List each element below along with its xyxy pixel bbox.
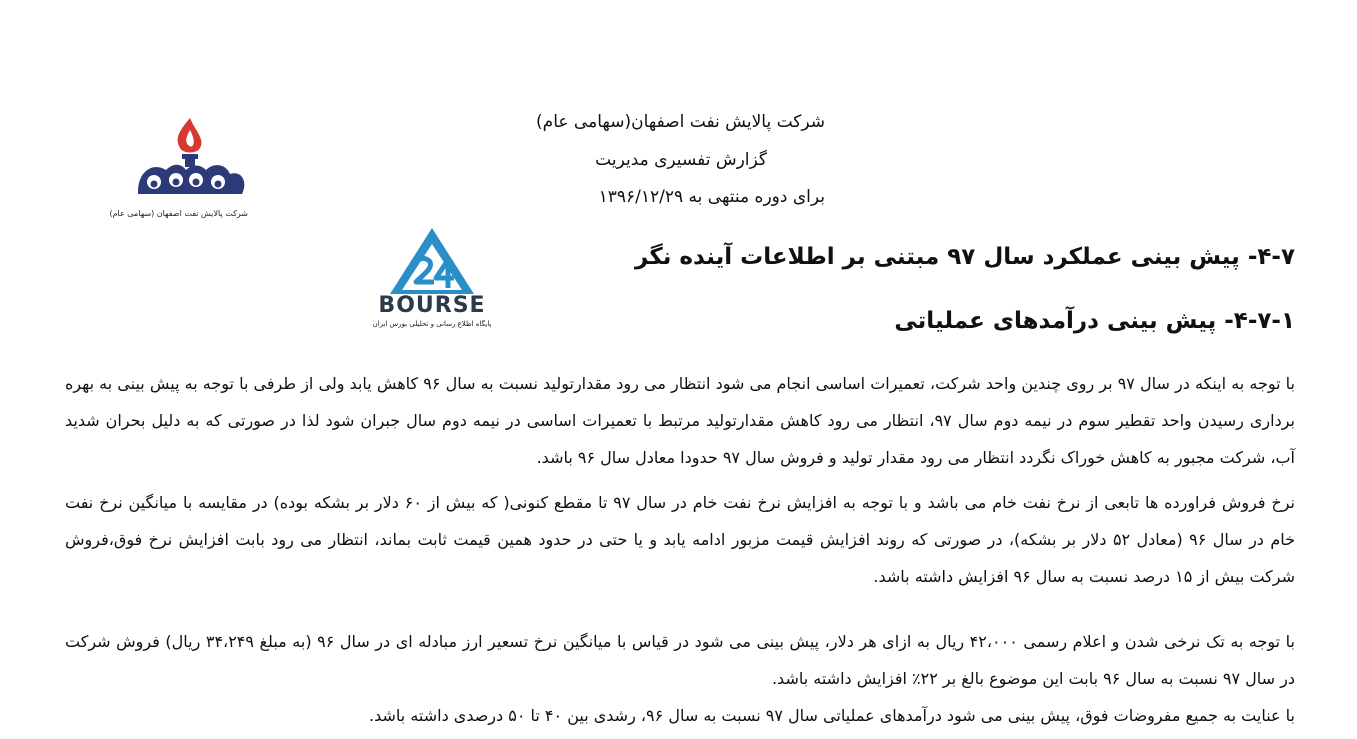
report-period: برای دوره منتهی به ۱۳۹۶/۱۲/۲۹ [598, 187, 825, 207]
bourse-logo-text: BOURSE [378, 293, 486, 318]
company-logo [109, 112, 252, 222]
report-title: گزارش تفسیری مدیریت [595, 150, 767, 170]
paragraph-exchange-rate: با توجه به تک نرخی شدن و اعلام رسمی ۴۲،۰۰۰ ریال به ازای هر دلار، پیش بینی می شود در قیاس با میانگین نرخ تسعیر ارز مبادله ای در سال ۹۶ (به مبلغ ۳۴،۲۴۹ ریال) فروش شرکت در سال ۹۷ نسبت به سال ۹۶ بابت این موضوع بالغ بر ۲۲٪ افزایش داشته باشد. [65, 632, 1295, 688]
company-logo-caption: شرکت پالایش نفت اصفهان (سهامی عام) [109, 209, 248, 218]
bourse-logo-caption: پایگاه اطلاع رسانی و تحلیلی بورس ایران [372, 320, 492, 328]
paragraph-conclusion: با عنایت به جمیع مفروضات فوق، پیش بینی می شود درآمدهای عملیاتی سال ۹۷ نسبت به سال ۹۶، رشدی بین ۴۰ تا ۵۰ درصدی داشته باشد. [369, 706, 1295, 725]
paragraph-production: با توجه به اینکه در سال ۹۷ بر روی چندین واحد شرکت، تعمیرات اساسی انجام می شود انتظار می رود مقدارتولید نسبت به سال ۹۶ کاهش یابد ولی از طرفی با توجه به پیش بینی به بهره برداری رسیدن واحد تقطیر سوم در نیمه دوم سال ۹۷، انتظار می رود کاهش مقدارتولید مرتبط با تعمیرات اساسی در نیمه دوم سال جبران شود لذا در صورتی که به دلیل بحران شدید آب، شرکت مجبور به کاهش خوراک نگردد انتظار می رود مقدار تولید و فروش سال ۹۷ حدودا معادل سال ۹۶ باشد. [65, 374, 1296, 467]
paragraph-crude-price: نرخ فروش فراورده ها تابعی از نرخ نفت خام می باشد و با توجه به افزایش نرخ نفت خام در سال ۹۷ تا مقطع کنونی( که بیش از ۶۰ دلار بر بشکه بوده) در مقایسه با میانگین نرخ نفت خام در سال ۹۶ (معادل ۵۲ دلار بر بشکه)، در صورتی که روند افزایش قیمت مزبور ادامه یابد و یا حتی در حدود همین قیمت ثابت بماند، انتظار می رود بابت افزایش نرخ فوق،فروش شرکت بیش از ۱۵ درصد نسبت به سال ۹۶ افزایش داشته باشد. [65, 493, 1296, 586]
bourse-logo [364, 222, 500, 334]
section-subheading-revenue: ۴-۷-۱- پیش بینی درآمدهای عملیاتی [894, 308, 1295, 334]
company-name: شرکت پالایش نفت اصفهان(سهامی عام) [536, 112, 825, 132]
section-heading-forecast: ۴-۷- پیش بینی عملکرد سال ۹۷ مبتنی بر اطلاعات آینده نگر [635, 244, 1295, 270]
